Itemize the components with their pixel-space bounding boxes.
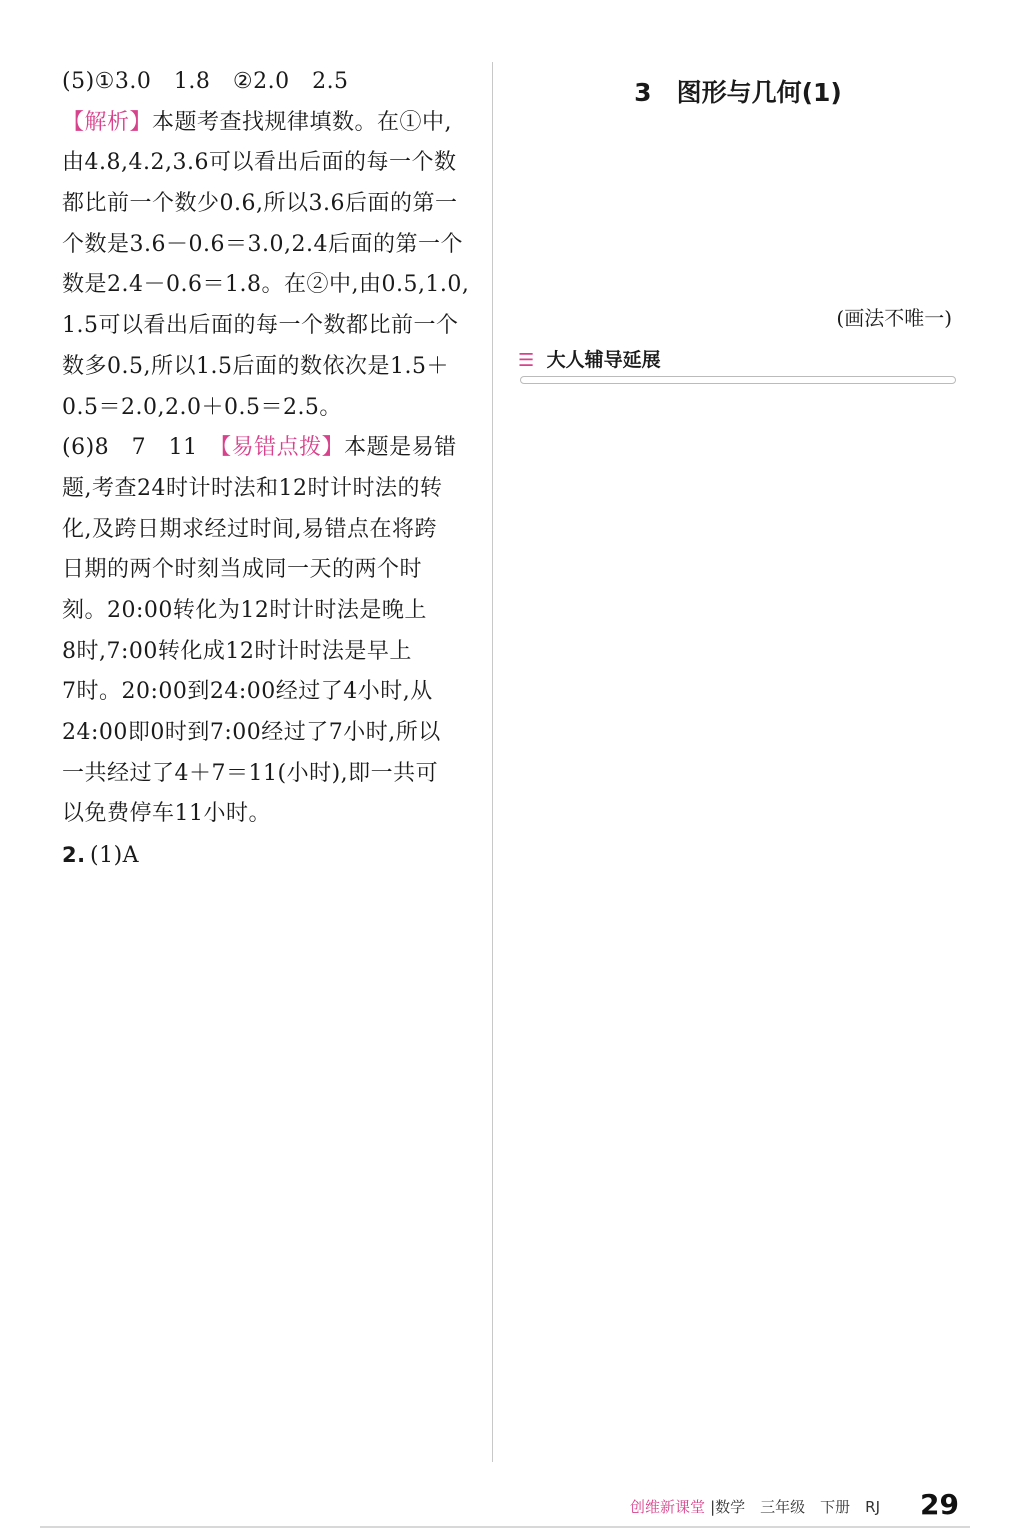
explanation-text: 化,及跨日期求经过时间,易错点在将跨 — [62, 516, 437, 542]
text-line — [62, 632, 474, 673]
text-line — [62, 143, 474, 184]
page-number: 29 — [920, 1488, 959, 1521]
explanation-text: 数是2.4－0.6＝1.8。在②中,由0.5,1.0, — [62, 272, 470, 298]
note-tag: 【易错点拨】 — [220, 435, 345, 461]
text-line — [62, 306, 474, 347]
grid-note: (画法不唯一) — [836, 306, 952, 330]
text-line — [62, 794, 474, 835]
text-line — [62, 428, 474, 469]
explanation-text: 个数是3.6－0.6＝3.0,2.4后面的第一个 — [62, 231, 463, 257]
text-line — [62, 469, 474, 510]
explanation-text: 都比前一个数少0.6,所以3.6后面的第一 — [62, 191, 458, 217]
text-line — [62, 550, 474, 591]
note-tag: 【解析】 — [62, 109, 153, 135]
text-line — [62, 754, 474, 795]
explanation-text: 由4.8,4.2,3.6可以看出后面的每一个数 — [62, 150, 457, 176]
text-line — [62, 510, 474, 551]
footer-info: |数学 三年级 下册 RJ — [710, 1498, 881, 1516]
section-title: 3 图形与几何(1) — [634, 78, 842, 107]
panel-header — [518, 344, 958, 376]
text-line — [62, 672, 474, 713]
text-line — [62, 103, 474, 144]
right-column — [518, 62, 958, 384]
explanation-text: 数多0.5,所以1.5后面的数依次是1.5＋ — [62, 353, 449, 379]
column-divider — [492, 62, 493, 1462]
page-footer — [630, 1488, 990, 1528]
explanation-text: 0.5＝2.0,2.0＋0.5＝2.5。 — [62, 394, 342, 420]
explanation-text: 1.5可以看出后面的每一个数都比前一个 — [62, 313, 459, 339]
explanation-text: 8时,7:00转化成12时计时法是早上 — [62, 638, 412, 664]
bottom-rule — [40, 1526, 970, 1528]
text-line — [62, 835, 474, 876]
explanation-text: 日期的两个时刻当成同一天的两个时 — [62, 557, 423, 583]
text-line — [62, 184, 474, 225]
tutoring-panel — [520, 376, 956, 384]
text-line — [62, 265, 474, 306]
text-line — [62, 225, 474, 266]
left-column — [62, 62, 474, 876]
explanation-text: 本题是易错 — [344, 435, 457, 461]
grid-paper — [542, 128, 954, 296]
explanation-text: 24:00即0时到7:00经过了7小时,所以 — [62, 720, 441, 745]
panel-title: 大人辅导延展 — [546, 349, 661, 371]
text-line — [62, 347, 474, 388]
footer-brand: 创维新课堂 — [630, 1498, 706, 1516]
menu-lines-icon: ☰ — [518, 349, 535, 371]
text-line — [62, 713, 474, 754]
answer-text: (1)A — [90, 843, 140, 869]
grid-figure — [542, 128, 954, 296]
text-line — [62, 591, 474, 632]
text-line — [62, 62, 474, 103]
text-line — [62, 388, 474, 429]
explanation-text: 一共经过了4＋7＝11(小时),即一共可 — [62, 760, 439, 786]
explanation-text: (5)①3.0 1.8 ②2.0 2.5 — [62, 69, 349, 94]
explanation-text: 题,考查24时计时法和12时计时法的转 — [62, 475, 443, 501]
explanation-text: 以免费停车11小时。 — [62, 801, 271, 827]
question-number: 2. — [62, 843, 86, 868]
explanation-text: 本题考查找规律填数。在①中, — [152, 109, 453, 135]
explanation-text: 刻。20:00转化为12时计时法是晚上 — [62, 597, 427, 623]
answer-text: (6)8 7 11 — [62, 435, 221, 461]
explanation-text: 7时。20:00到24:00经过了4小时,从 — [62, 679, 433, 705]
